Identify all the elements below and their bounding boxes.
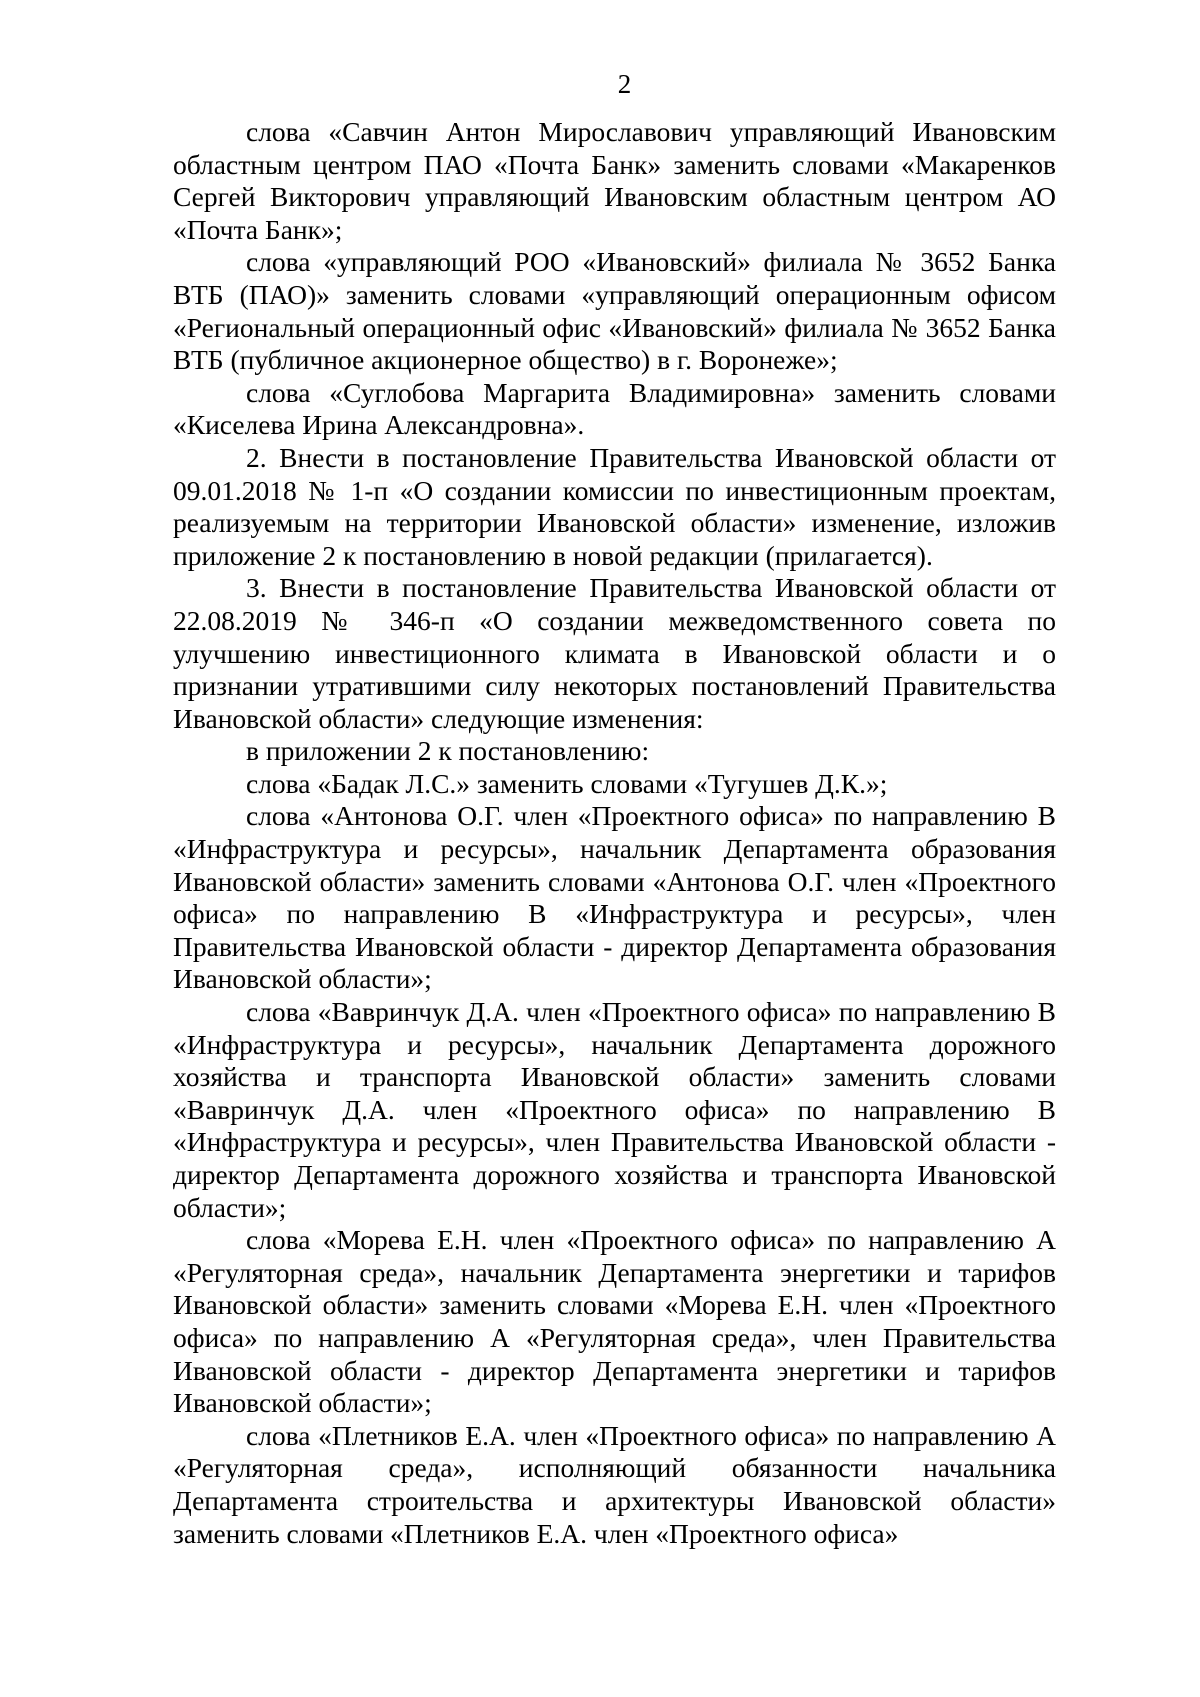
paragraph-pletnikov: слова «Плетников Е.А. член «Проектного офиса» по направлению А «Регуляторная среда», исполняющий обязанности начальника Департамента строительства и архитектуры Ивановской области» заменить словами «Плетников Е.А. член «Проектного офиса» bbox=[173, 1419, 1056, 1549]
document-body bbox=[173, 116, 1056, 1550]
paragraph-badak: слова «Бадак Л.С.» заменить словами «Тугушев Д.К.»; bbox=[246, 767, 888, 799]
page-number: 2 bbox=[617, 69, 632, 99]
paragraph-moreva: слова «Морева Е.Н. член «Проектного офиса» по направлению А «Регуляторная среда», начальник Департамента энергетики и тарифов Ивановской области» заменить словами «Морева Е.Н. член «Проектного офиса» по направлению А «Регуляторная среда», член Правительства Ивановской области - директор Департамента энергетики и тарифов Ивановской области»; bbox=[173, 1224, 1056, 1419]
paragraph-item-2: 2. Внести в постановление Правительства Ивановской области от 09.01.2018 № 1-п «О создании комиссии по инвестиционным проектам, реализуемым на территории Ивановской области» изменение, изложив приложение 2 к постановлению в новой редакции (прилагается). bbox=[173, 441, 1056, 571]
paragraph-suglobova: слова «Суглобова Маргарита Владимировна» заменить словами «Киселева Ирина Александровна». bbox=[173, 376, 1056, 441]
paragraph-vavrinchuk: слова «Вавринчук Д.А. член «Проектного офиса» по направлению В «Инфраструктура и ресурсы», начальник Департамента дорожного хозяйства и транспорта Ивановской области» заменить словами «Вавринчук Д.А. член «Проектного офиса» по направлению В «Инфраструктура и ресурсы», член Правительства Ивановской области - директор Департамента дорожного хозяйства и транспорта Ивановской области»; bbox=[173, 996, 1056, 1223]
paragraph-item-3: 3. Внести в постановление Правительства Ивановской области от 22.08.2019 № 346-п «О создании межведомственного совета по улучшению инвестиционного климата в Ивановской области и о признании утратившими силу некоторых постановлений Правительства Ивановской области» следующие изменения: bbox=[173, 572, 1056, 734]
paragraph-antonova: слова «Антонова О.Г. член «Проектного офиса» по направлению В «Инфраструктура и ресурсы», начальник Департамента образования Ивановской области» заменить словами «Антонова О.Г. член «Проектного офиса» по направлению В «Инфраструктура и ресурсы», член Правительства Ивановской области - директор Департамента образования Ивановской области»; bbox=[173, 800, 1056, 995]
paragraph-savchin: слова «Савчин Антон Мирославович управляющий Ивановским областным центром ПАО «Почта Банк» заменить словами «Макаренков Сергей Викторович управляющий Ивановским областным центром АО «Почта Банк»; bbox=[173, 116, 1056, 245]
paragraph-appendix-2: в приложении 2 к постановлению: bbox=[246, 735, 650, 767]
paragraph-roo-ivanovsky: слова «управляющий РОО «Ивановский» филиала № 3652 Банка ВТБ (ПАО)» заменить словами «управляющий операционным офисом «Региональный операционный офис «Ивановский» филиала № 3652 Банка ВТБ (публичное акционерное общество) в г. Воронеже»; bbox=[173, 246, 1056, 376]
